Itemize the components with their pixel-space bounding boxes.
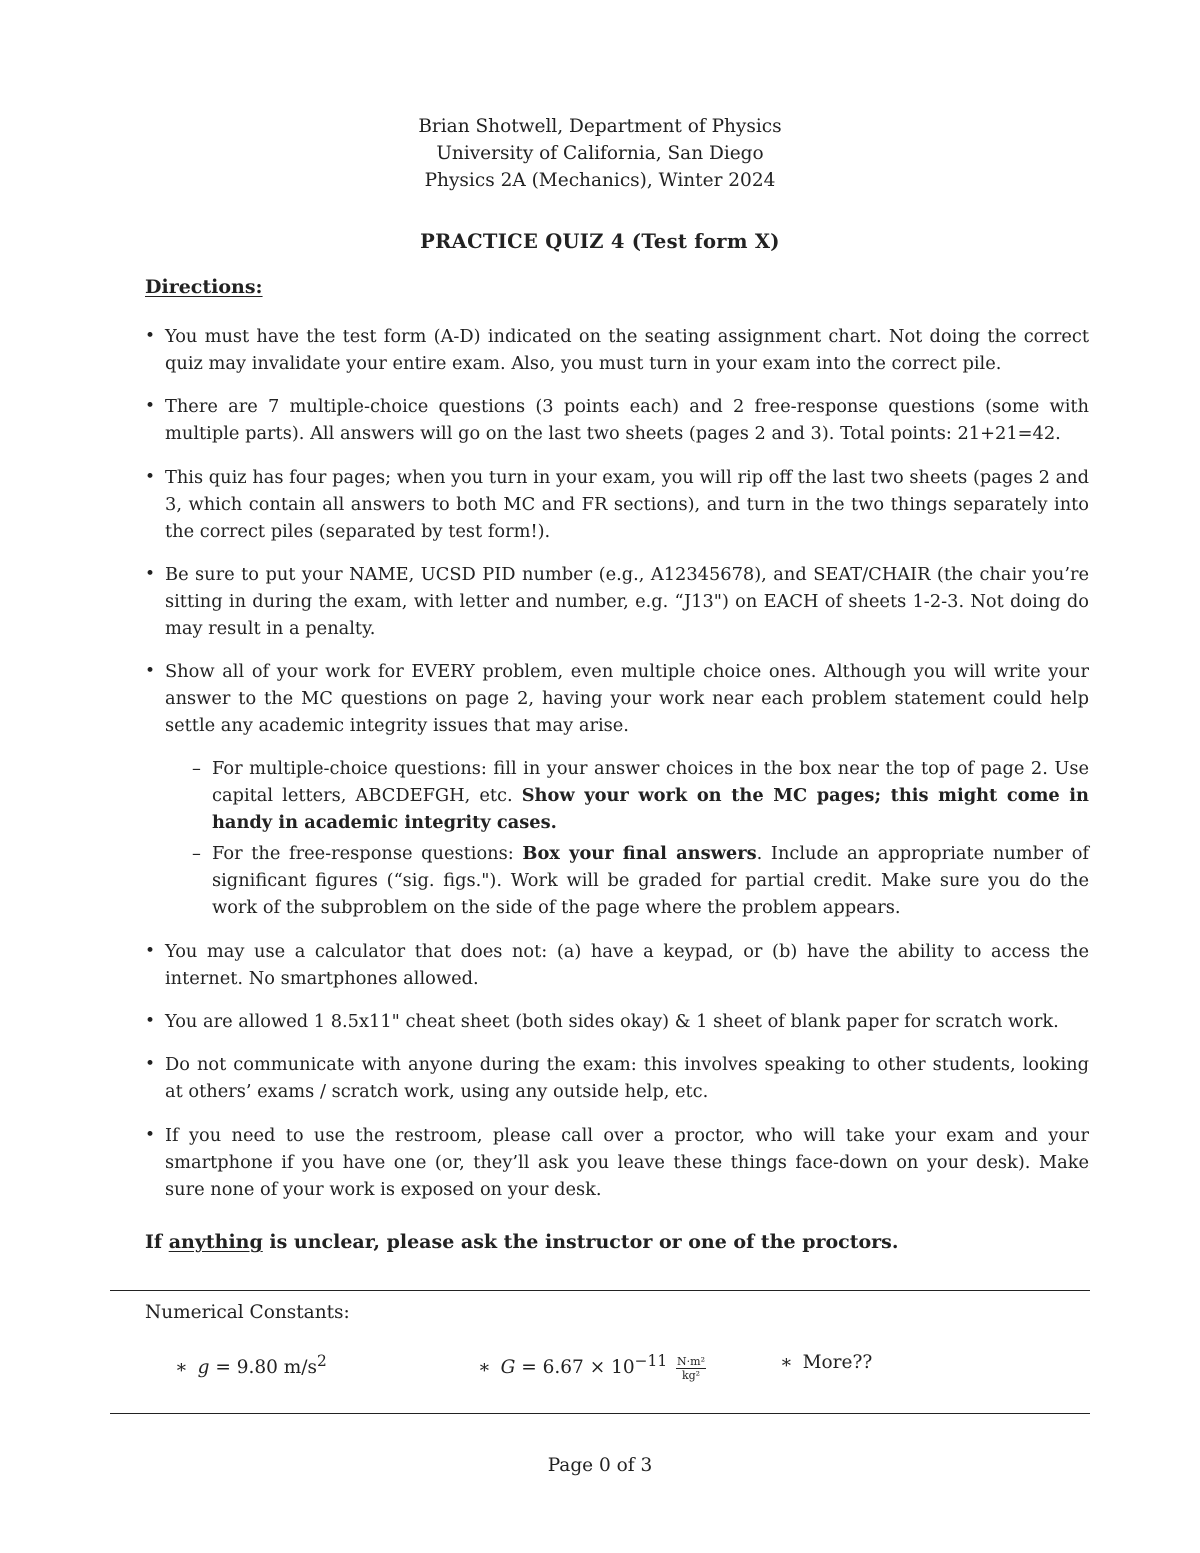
closing-note <box>145 1231 899 1253</box>
bottom-divider <box>110 1413 1090 1414</box>
G-unit-numerator: N·m² <box>677 1354 706 1368</box>
g-symbol: g <box>197 1357 210 1379</box>
G-value: = 6.67 × 10 <box>521 1357 635 1379</box>
fr-emphasis: Box your final answers <box>522 843 757 865</box>
fr-prefix: For the free-response questions: <box>212 843 514 865</box>
mc-instructions-text: For multiple-choice questions: fill in your answer choices in the box near the top of page 2. Use capital letters, ABCDEFGH, etc. <box>212 758 1089 807</box>
direction-question-count: • There are 7 multiple-choice questions (3 points each) and 2 free-response questions (some with multiple parts). All answers will go on the last two sheets (pages 2 and 3). Total points: 21+21=42. <box>145 393 1089 447</box>
more-text: More?? <box>802 1352 873 1373</box>
directions-heading: Directions: <box>145 276 263 298</box>
university-line: University of California, San Diego <box>436 143 764 164</box>
direction-test-form: • You must have the test form (A-D) indicated on the seating assignment chart. Not doing the correct quiz may invalidate your entire exam. Also, you must turn in your exam into the correct pile. <box>145 323 1089 377</box>
course-line: Physics 2A (Mechanics), Winter 2024 <box>424 170 776 191</box>
top-divider <box>110 1290 1090 1291</box>
constant-G <box>478 1352 706 1382</box>
directions-list <box>145 323 1089 1219</box>
closing-underlined: anything <box>168 1231 263 1253</box>
direction-pages: • This quiz has four pages; when you turn in your exam, you will rip off the last two sheets (pages 2 and 3, which contain all answers to both MC and FR sections), and turn in the two things separately into the correct piles (separated by test form!). <box>145 464 1089 545</box>
direction-restroom: • If you need to use the restroom, please call over a proctor, who will take your exam and your smartphone if you have one (or, they’ll ask you leave these things face-down on your desk). Make sure none of your work is exposed on your desk. <box>145 1122 1089 1203</box>
document-header <box>0 113 1200 194</box>
sub-fr-instructions <box>165 840 1089 921</box>
constants-label: Numerical Constants: <box>145 1302 350 1323</box>
quiz-title: PRACTICE QUIZ 4 (Test form X) <box>420 230 780 253</box>
G-exponent: −11 <box>634 1352 668 1370</box>
page-number: Page 0 of 3 <box>547 1455 653 1476</box>
direction-show-work <box>145 658 1089 921</box>
asterisk-icon: ∗ <box>175 1357 188 1379</box>
g-exponent: 2 <box>317 1352 327 1370</box>
closing-post: is unclear, please ask the instructor or one of the proctors. <box>269 1231 899 1253</box>
direction-calculator: • You may use a calculator that does not: (a) have a keypad, or (b) have the ability to access the internet. No smartphones allowed. <box>145 938 1089 992</box>
asterisk-icon: ∗ <box>780 1352 793 1373</box>
asterisk-icon: ∗ <box>478 1357 491 1379</box>
sub-mc-instructions <box>165 755 1089 836</box>
G-unit-denominator: kg² <box>681 1368 701 1382</box>
show-work-sublist <box>165 755 1089 921</box>
direction-no-communication: • Do not communicate with anyone during the exam: this involves speaking to other students, looking at others’ exams / scratch work, using any outside help, etc. <box>145 1051 1089 1105</box>
fr-rest: . Include an appropriate number of significant figures (“sig. figs."). Work will be graded for partial credit. Make sure you do the work of the subproblem on the side of the page where the problem appears. <box>212 843 1089 919</box>
mc-emphasis: Show your work on the MC pages; this might come in handy in academic integrity cases. <box>212 785 1089 834</box>
G-symbol: G <box>500 1357 516 1379</box>
constant-more <box>780 1352 872 1373</box>
direction-identification: • Be sure to put your NAME, UCSD PID number (e.g., A12345678), and SEAT/CHAIR (the chair you’re sitting in during the exam, with letter and number, e.g. “J13") on EACH of sheets 1-2-3. Not doing do may result in a penalty. <box>145 561 1089 642</box>
direction-cheat-sheet: • You are allowed 1 8.5x11" cheat sheet (both sides okay) & 1 sheet of blank paper for scratch work. <box>145 1008 1089 1035</box>
g-value: = 9.80 m/s <box>215 1357 318 1379</box>
author-line: Brian Shotwell, Department of Physics <box>418 116 782 137</box>
G-units-fraction <box>676 1355 706 1382</box>
constant-g <box>175 1352 327 1378</box>
direction-show-work-text: Show all of your work for EVERY problem, even multiple choice ones. Although you will write your answer to the MC questions on page 2, having your work near each problem statement could help settle any academic integrity issues that may arise. <box>165 661 1089 737</box>
closing-pre: If <box>145 1231 163 1253</box>
